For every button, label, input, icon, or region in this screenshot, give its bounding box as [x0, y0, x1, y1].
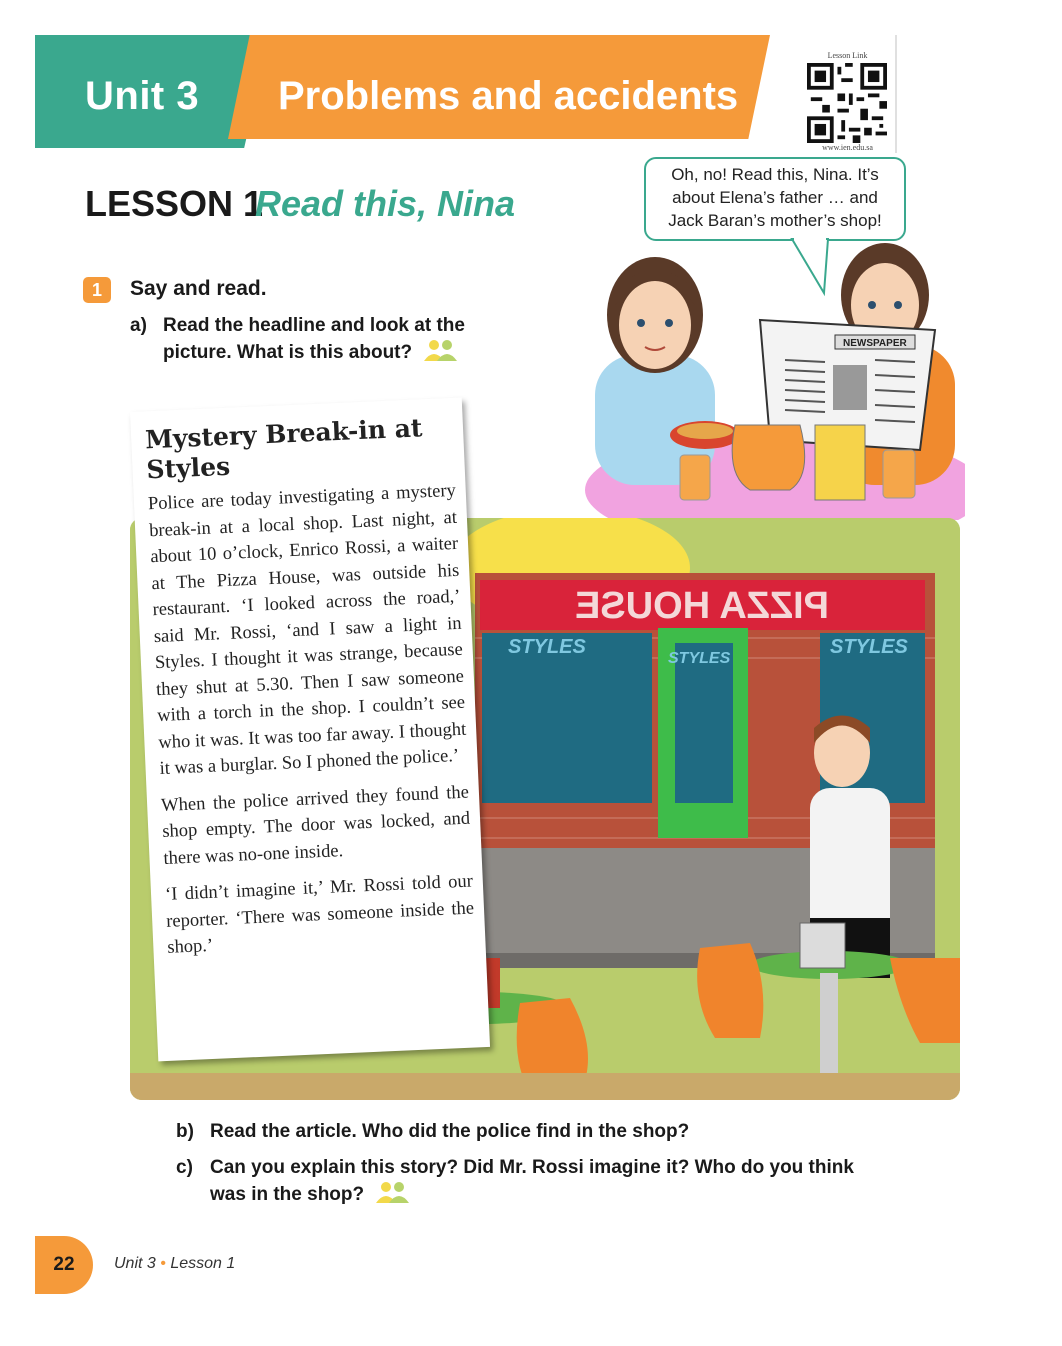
question-line: was in the shop?	[210, 1181, 854, 1208]
speech-bubble	[644, 157, 906, 241]
window-label: STYLES	[668, 650, 731, 667]
unit-title: Problems and accidents	[278, 74, 739, 118]
question-line: Read the headline and look at the	[163, 315, 465, 336]
page-number: 22	[35, 1236, 93, 1294]
bubble-line: about Elena’s father … and	[672, 188, 878, 207]
bubble-tail	[790, 238, 830, 298]
article-paragraph: ‘I didn’t imagine it,’ Mr. Rossi told our reporter. ‘There was someone inside the shop.’	[164, 871, 475, 958]
question-a	[163, 312, 465, 366]
question-line: picture. What is this about?	[163, 339, 465, 366]
pair-work-icon	[375, 1181, 411, 1203]
newspaper-article	[130, 398, 490, 1062]
article-headline: Mystery Break-in at Styles	[144, 413, 423, 485]
footer-separator: •	[160, 1255, 166, 1272]
article-paragraph: Police are today investigating a mystery break-in at a local shop. Last night, at about 10 o’clock, Enrico Rossi, a waiter at The Pizza House, was outside his restaurant. ‘I looked across the road,’ said Mr. Rossi, ‘and I saw a light in Styles. I thought it was strange, because they shut at 5.30. Then I saw someone with a torch in the shop. I couldn’t see who it was. It was too far away. I thought it was a burglar. So I phoned the police.’	[147, 480, 467, 780]
window-label: STYLES	[830, 636, 908, 658]
newspaper-label: NEWSPAPER	[843, 338, 907, 349]
article-paragraph: When the police arrived they found the shop empty. The door was locked, and there was no-one inside.	[160, 782, 471, 869]
bubble-line: Oh, no! Read this, Nina. It’s	[671, 165, 879, 184]
lesson-link-qr[interactable]	[800, 35, 897, 153]
qr-code-icon	[807, 63, 887, 143]
footer-unit: Unit 3	[114, 1255, 156, 1272]
question-letter: b)	[176, 1121, 194, 1142]
question-line: Can you explain this story? Did Mr. Rossi imagine it? Who do you think	[210, 1157, 854, 1178]
question-letter: a)	[130, 315, 147, 336]
question-b	[210, 1118, 689, 1145]
breakfast-illustration	[585, 235, 965, 520]
question-line: Read the article. Who did the police find in the shop?	[210, 1121, 690, 1142]
unit-label: Unit 3	[85, 74, 200, 118]
exercise-number: 1	[83, 277, 111, 303]
question-c	[210, 1154, 854, 1208]
pair-work-icon	[423, 339, 459, 361]
bubble-line: Jack Baran’s mother’s shop!	[668, 211, 882, 230]
window-label: STYLES	[508, 636, 586, 658]
exercise-title: Say and read.	[130, 277, 267, 300]
qr-caption-bottom: www.ien.edu.sa	[822, 143, 873, 152]
footer-lesson: Lesson 1	[170, 1255, 236, 1272]
qr-caption-top: Lesson Link	[827, 51, 868, 60]
footer-breadcrumb	[114, 1255, 235, 1273]
lesson-number: LESSON 1	[85, 183, 264, 224]
shop-sign-text: PIZZA HOUSE	[574, 585, 830, 627]
lesson-title: Read this, Nina	[255, 183, 516, 224]
question-letter: c)	[176, 1157, 193, 1178]
